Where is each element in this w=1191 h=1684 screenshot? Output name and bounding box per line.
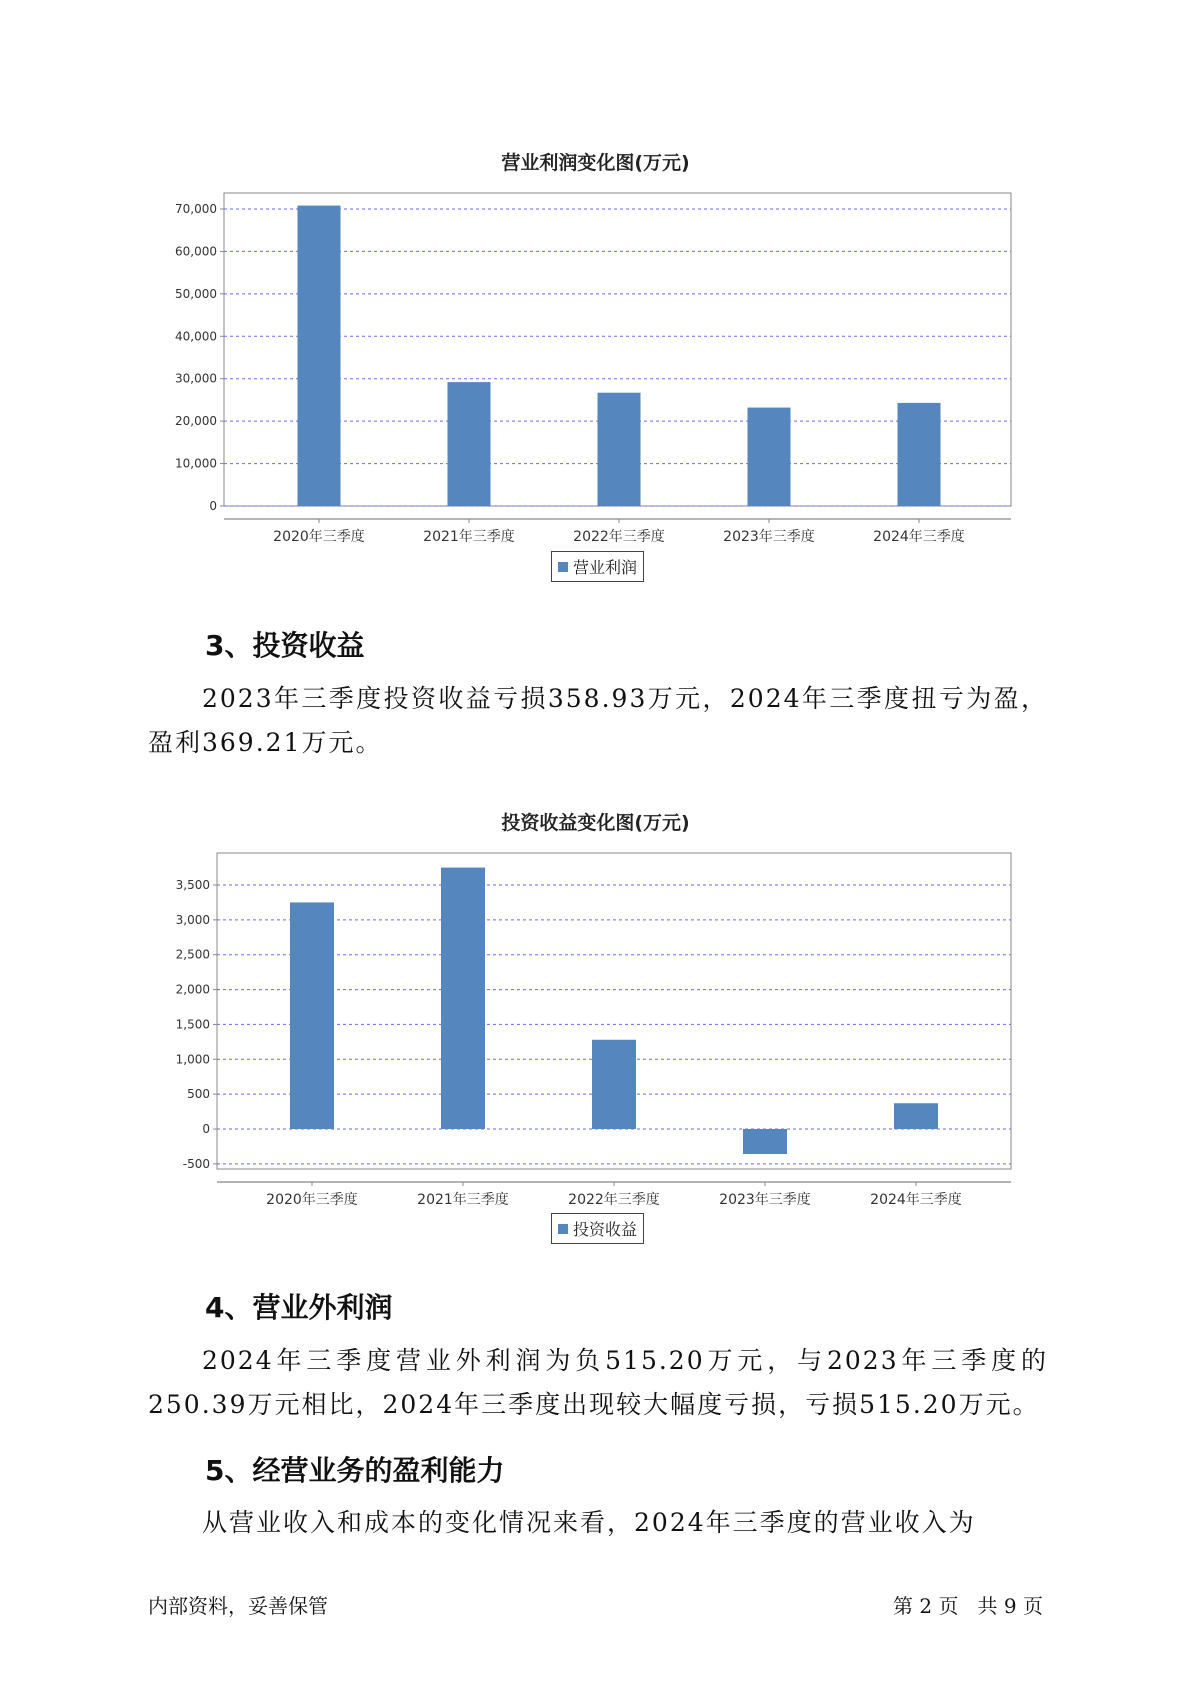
x-tick-label: 2022年三季度: [568, 1192, 660, 1208]
x-tick-label: 2022年三季度: [573, 529, 665, 545]
y-tick-label: 500: [187, 1087, 210, 1102]
y-tick-label: 0: [209, 499, 217, 513]
chart-title-investment-income: 投资收益变化图(万元): [501, 812, 690, 834]
y-tick-label: 10,000: [175, 456, 217, 471]
footer-page-number: 第 2 页 共 9 页: [893, 1594, 1043, 1618]
legend-label: 投资收益: [573, 1220, 638, 1239]
legend-label: 营业利润: [573, 558, 638, 577]
y-tick-label: 0: [202, 1122, 210, 1136]
chart-title-operating-profit: 营业利润变化图(万元): [501, 152, 690, 174]
y-tick-label: 2,500: [175, 947, 210, 962]
bar: [441, 868, 485, 1129]
y-tick-label: 3,500: [175, 878, 210, 892]
y-tick-label: 1,500: [175, 1017, 210, 1032]
section-text-non-operating-profit: 2024年三季度营业外利润为负515.20万元，与2023年三季度的250.39万元相比，2024年三季度出现较大幅度亏损，亏损515.20万元。: [148, 1346, 1048, 1419]
y-tick-label: 3,000: [175, 912, 210, 927]
x-tick-label: 2023年三季度: [719, 1192, 811, 1208]
bar: [290, 902, 334, 1129]
x-tick-label: 2024年三季度: [870, 1192, 962, 1208]
section-text-profitability: 从营业收入和成本的变化情况来看，2024年三季度的营业收入为: [202, 1508, 976, 1537]
x-tick-label: 2021年三季度: [423, 529, 515, 545]
x-tick-label: 2021年三季度: [417, 1192, 509, 1208]
y-tick-label: 1,000: [175, 1052, 210, 1067]
bar: [743, 1129, 787, 1154]
bar: [894, 1103, 938, 1129]
y-tick-label: 50,000: [175, 286, 217, 301]
y-tick-label: 2,000: [175, 982, 210, 997]
y-tick-label: 60,000: [175, 244, 217, 259]
section-text-investment-income: 2023年三季度投资收益亏损358.93万元，2024年三季度扭亏为盈，盈利369.21万元。: [148, 684, 1048, 757]
y-tick-label: 20,000: [175, 414, 217, 429]
legend-investment-income: [551, 1213, 644, 1244]
section-heading-non-operating-profit: 4、营业外利润: [205, 1291, 393, 1324]
section-heading-investment-income: 3、投资收益: [205, 629, 365, 662]
x-tick-label: 2024年三季度: [873, 529, 965, 545]
x-tick-label: 2023年三季度: [723, 529, 815, 545]
y-tick-label: 40,000: [175, 329, 217, 344]
section-heading-profitability: 5、经营业务的盈利能力: [205, 1454, 505, 1487]
bar: [592, 1040, 636, 1129]
y-tick-label: 30,000: [175, 371, 217, 386]
x-tick-label: 2020年三季度: [273, 529, 365, 545]
footer-confidential: 内部资料，妥善保管: [148, 1594, 328, 1618]
y-tick-label: 70,000: [175, 202, 217, 216]
legend-swatch: [558, 1224, 568, 1234]
y-tick-label: -500: [182, 1156, 210, 1171]
x-tick-label: 2020年三季度: [266, 1192, 358, 1208]
